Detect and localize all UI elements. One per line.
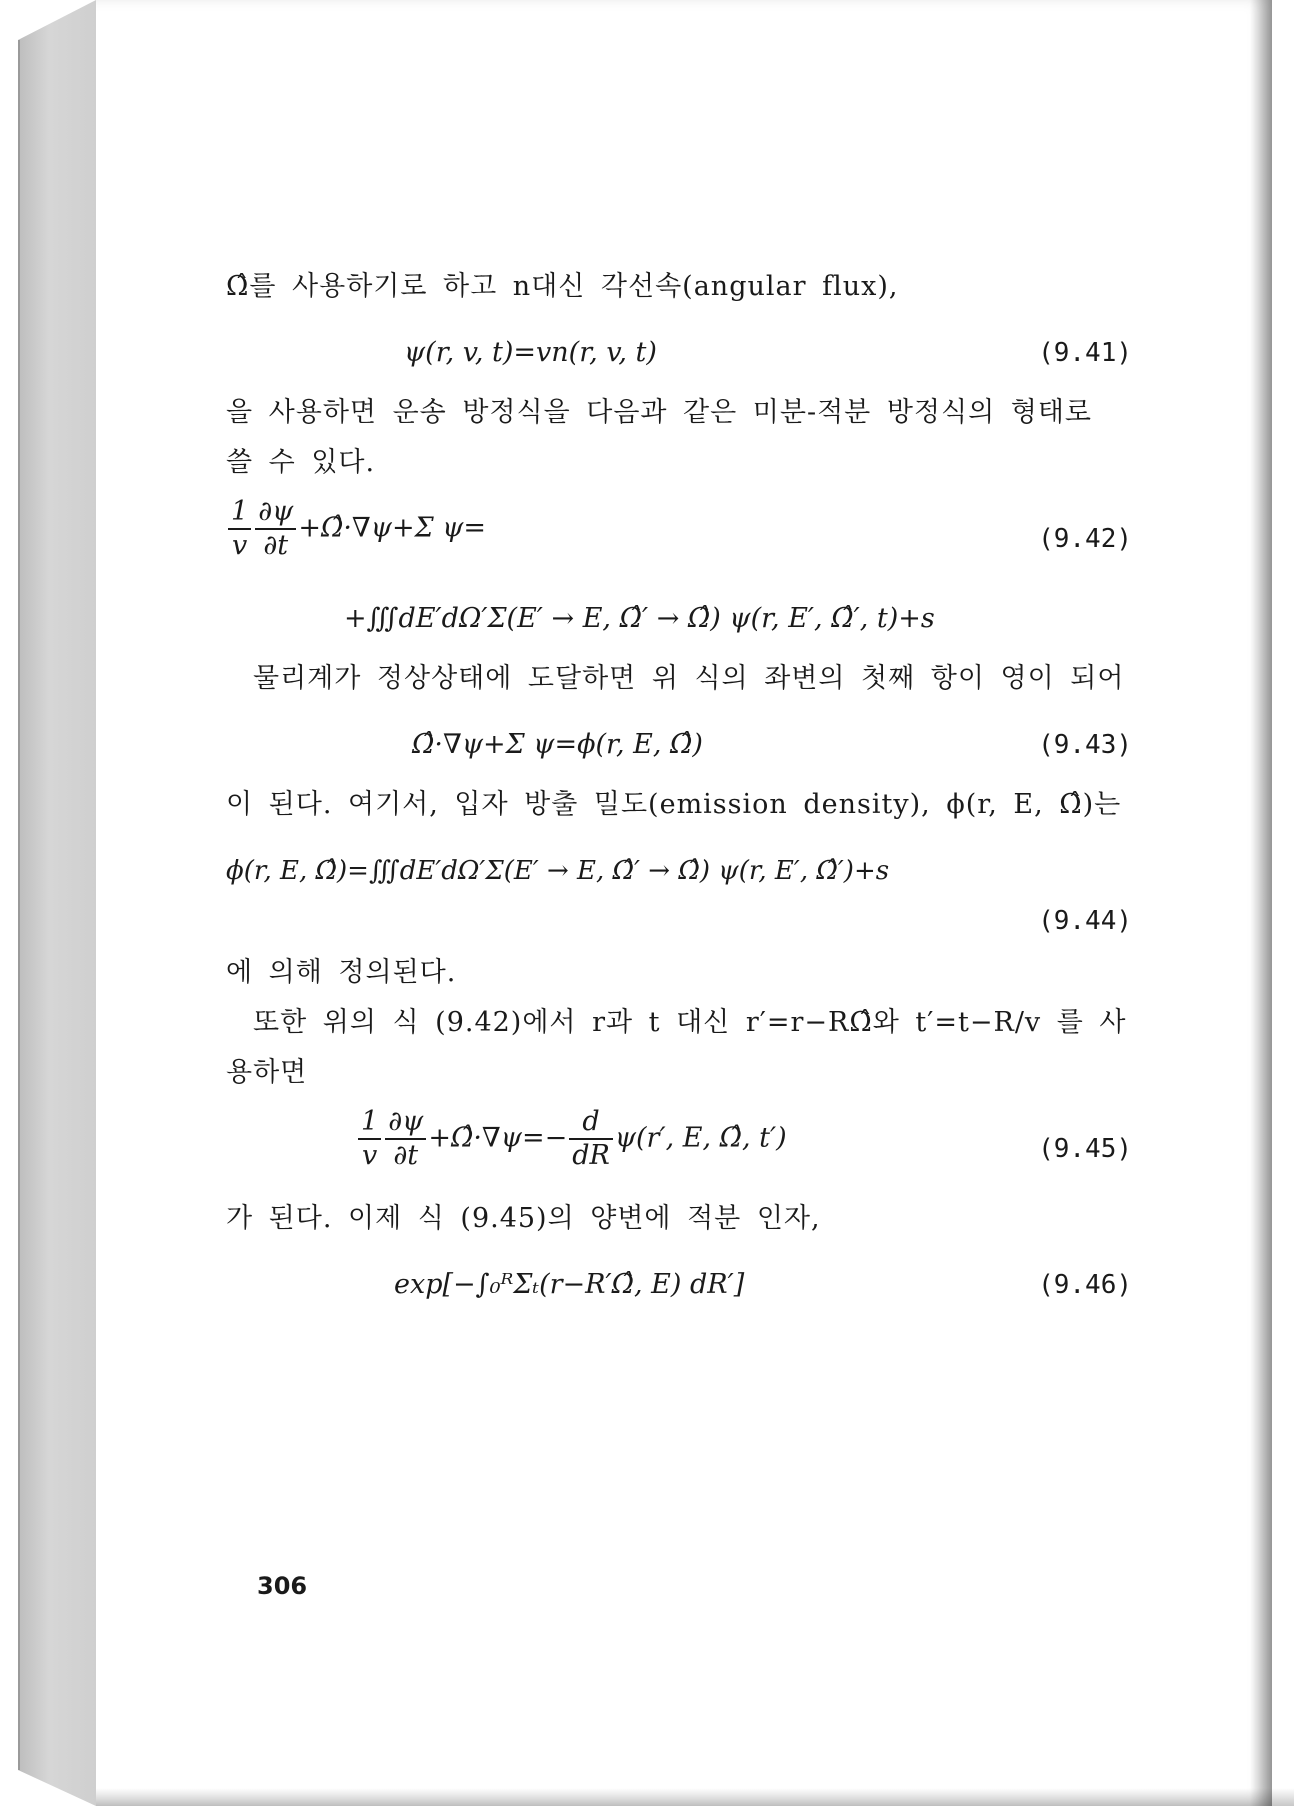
equation-9-44-math: ϕ(r, E, Ω̂)=∭dE′dΩ′Σ(E′ → E, Ω̂′ → Ω̂) ψ(r, E′, Ω̂′)+s: [226, 856, 890, 886]
paragraph-6: 또한 위의 식 (9.42)에서 r과 t 대신 r′=r−RΩ̂와 t′=t−R/v 를 사용하면: [226, 1007, 1127, 1088]
equation-9-45-number: (9.45): [1038, 1134, 1132, 1164]
paragraph-7: 가 된다. 이제 식 (9.45)의 양변에 적분 인자,: [226, 1203, 821, 1234]
equation-9-46: [226, 1250, 1132, 1314]
page-right-shadow: [1250, 0, 1272, 1806]
book-edge-line: [18, 40, 20, 1770]
paragraph-2: 을 사용하면 운송 방정식을 다음과 같은 미분-적분 방정식의 형태로 쓸 수 있다.: [226, 397, 1092, 478]
book-spine-edge: [18, 0, 96, 1806]
equation-9-42-lhs-rest: +Ω̂·∇ψ+Σ ψ=: [298, 512, 487, 544]
equation-9-41-number: (9.41): [1038, 338, 1132, 368]
page-content: [226, 262, 1132, 1320]
equation-9-42-line2: [226, 584, 1132, 648]
equation-9-44: [226, 836, 1132, 900]
paragraph-1: Ω̂를 사용하기로 하고 n대신 각선속(angular flux),: [226, 271, 899, 302]
equation-9-44-number: (9.44): [1038, 906, 1132, 936]
equation-9-46-number: (9.46): [1038, 1270, 1132, 1300]
paragraph-4: 이 된다. 여기서, 입자 방출 밀도(emission density), ϕ(r, E, Ω̂)는: [226, 789, 1122, 820]
equation-9-43-math: Ω̂·∇ψ+Σ ψ=ϕ(r, E, Ω̂): [412, 729, 703, 760]
fraction-dpsi-dt-945: $\frac{\partial\psi}{\partial t}$: [385, 1106, 426, 1172]
equation-9-41: [226, 318, 1132, 382]
equation-9-42-line1: [226, 494, 1132, 578]
equation-9-42-rhs: +∭dE′dΩ′Σ(E′ → E, Ω̂′ → Ω̂) ψ(r, E′, Ω̂′, t)+s: [344, 603, 935, 634]
equation-9-43: [226, 710, 1132, 774]
equation-9-44-number-line: [226, 896, 1132, 942]
fraction-d-dR: $\frac{d}{dR}$: [569, 1106, 613, 1172]
equation-9-43-number: (9.43): [1038, 730, 1132, 760]
fraction-1-over-v-945: $\frac{1}{v}$: [358, 1106, 381, 1172]
equation-9-41-math: ψ(r, v, t)=vn(r, v, t): [404, 337, 657, 368]
fraction-dpsi-dt: $\frac{\partial\psi}{\partial t}$: [255, 496, 296, 562]
equation-9-46-math: exp[−∫₀ᴿΣₜ(r−R′Ω̂, E) dR′]: [394, 1269, 745, 1300]
page-number: 306: [257, 1572, 308, 1600]
equation-9-45: $\frac{1}{v}$ $\frac{\partial\psi}{\partial t}$ +Ω̂·∇ψ=− $\frac{d}{dR}$ ψ(r′, E, Ω̂, t′) (9.45): [226, 1104, 1132, 1188]
paragraph-5: 에 의해 정의된다.: [226, 957, 457, 988]
page-bottom-shadow: [96, 1788, 1294, 1806]
equation-9-42-number: (9.42): [1038, 524, 1132, 554]
paragraph-3: 물리계가 정상상태에 도달하면 위 식의 좌변의 첫째 항이 영이 되어: [253, 663, 1125, 694]
fraction-1-over-v: $\frac{1}{v}$: [228, 496, 251, 562]
